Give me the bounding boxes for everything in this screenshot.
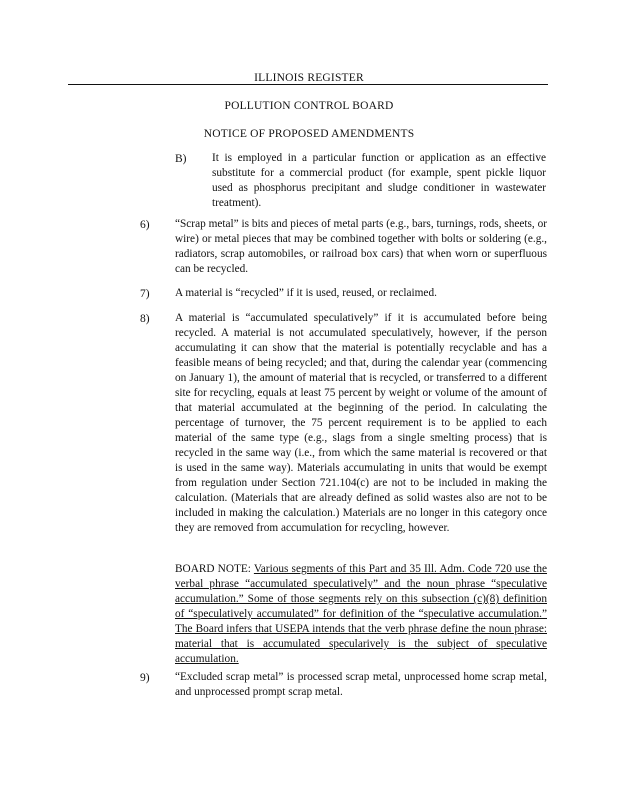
item-6-number: 6) bbox=[140, 219, 150, 231]
item-6-text: “Scrap metal” is bits and pieces of metal parts (e.g., bars, turnings, rods, sheets, or wire) or metal pieces that may be combined together with bolts or soldering (e.g., radiators, scrap automobiles, or railroad box cars) that when worn or superfluous can be recycled. bbox=[175, 218, 547, 275]
header-rule bbox=[68, 84, 548, 85]
item-9-text: “Excluded scrap metal” is processed scrap metal, unprocessed home scrap metal, and unprocessed prompt scrap metal. bbox=[175, 671, 547, 698]
notice-title: NOTICE OF PROPOSED AMENDMENTS bbox=[203, 128, 415, 140]
item-b-text: It is employed in a particular function or application as an effective substitute for a commercial product (for example, spent pickle liquor used as phosphorus precipitant and sludge conditioner in wastewater treatment). bbox=[212, 152, 546, 209]
board-note-lead: BOARD NOTE: bbox=[175, 563, 254, 575]
board-note bbox=[175, 562, 547, 667]
item-7-number: 7) bbox=[140, 288, 150, 300]
item-8-text: A material is “accumulated speculatively” if it is accumulated before being recycled. A material is not accumulated speculatively, however, if the person accumulating it can show that the material is potentially recyclable and has a feasible means of being recycled; and that, during the calendar year (commencing on January 1), the amount of material that is recycled, or transferred to a different site for recycling, equals at least 75 percent by weight or volume of the amount of that material accumulated at the beginning of the period. In calculating the percentage of turnover, the 75 percent requirement is to be applied to each material of the same type (e.g., slags from a single smelting process) that is recycled in the same way (i.e., from which the same material is recovered or that is used in the same way). Materials accumulating in units that would be exempt from regulation under Section 721.104(c) are not to be included in making the calculation. (Materials that are already defined as solid wastes also are not to be included in making the calculation.) Materials are no longer in this category once they are removed from accumulation for recycling, however. bbox=[175, 312, 547, 534]
board-title: POLLUTION CONTROL BOARD bbox=[224, 100, 394, 112]
register-title: ILLINOIS REGISTER bbox=[254, 72, 364, 84]
item-7-text: A material is “recycled” if it is used, reused, or reclaimed. bbox=[175, 287, 437, 299]
item-b-number: B) bbox=[175, 153, 187, 165]
board-note-underlined: Various segments of this Part and 35 Ill. Adm. Code 720 use the verbal phrase “accumulated speculatively” and the noun phrase “speculative accumulation.” Some of those segments rely on this subsection (c)(8) definition of “speculatively accumulated” for definition of the “speculative accumulation.” The Board infers that USEPA intends that the verb phrase define the noun phrase: material that is accumulated specularively is the subject of speculative accumulation. bbox=[175, 563, 548, 665]
item-9-number: 9) bbox=[140, 672, 150, 684]
item-8-number: 8) bbox=[140, 313, 150, 325]
